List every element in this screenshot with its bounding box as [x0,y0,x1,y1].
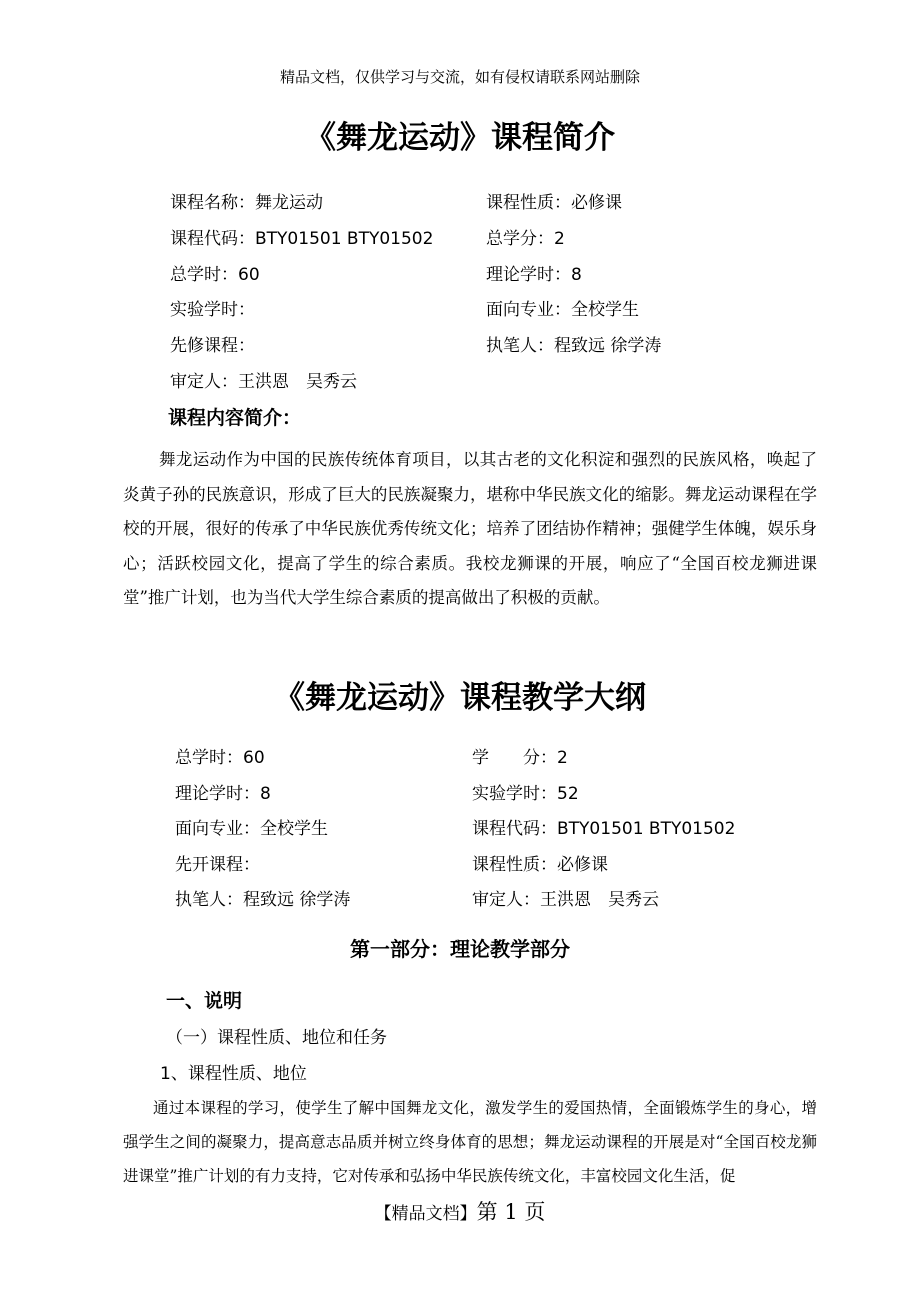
intro-content-label: 课程内容简介： [168,407,302,429]
header-note: 精品文档，仅供学习与交流，如有侵权请联系网站删除 [279,68,640,86]
intro-field-name: 课程名称：舞龙运动 [170,193,323,213]
intro-field-code: 课程代码：BTY01501 BTY01502 [170,229,434,249]
syllabus-field-author: 执笔人：程致远 徐学涛 [175,890,351,910]
intro-field-author: 执笔人：程致远 徐学涛 [486,336,662,356]
syllabus-field-theory-hours: 理论学时：8 [175,784,271,804]
intro-field-credits: 总学分：2 [486,229,565,249]
syllabus-title: 《舞龙运动》课程教学大纲 [274,680,646,716]
item-heading-1: 1、课程性质、地位 [160,1064,307,1084]
syllabus-field-hours: 总学时：60 [175,748,265,768]
section-heading-1: 一、说明 [166,990,243,1012]
syllabus-field-reviewer: 审定人：王洪恩 吴秀云 [472,890,659,910]
intro-content-paragraph: 舞龙运动作为中国的民族传统体育项目，以其古老的文化积淀和强烈的民族风格，唤起了炎黄子孙的民族意识，形成了巨大的民族凝聚力，堪称中华民族文化的缩影。舞龙运动课程在学校的开展，很好的传承了中华民族优秀传统文化；培养了团结协作精神；强健学生体魄，娱乐身心；活跃校园文化，提高了学生的综合素质。我校龙狮课的开展，响应了“全国百校龙狮进课堂”推广计划，也为当代大学生综合素质的提高做出了积极的贡献。 [123,450,817,607]
intro-field-reviewer: 审定人：王洪恩 吴秀云 [170,372,357,392]
syllabus-field-code: 课程代码：BTY01501 BTY01502 [472,819,736,839]
page-number: 第 1 页 [476,1200,546,1224]
part-title: 第一部分：理论教学部分 [350,937,570,961]
page-footer [0,1196,920,1226]
intro-field-major: 面向专业：全校学生 [486,300,639,320]
item-1-paragraph: 通过本课程的学习，使学生了解中国舞龙文化，激发学生的爱国热情，全面锻炼学生的身心，增强学生之间的凝聚力，提高意志品质并树立终身体育的思想；舞龙运动课程的开展是对“全国百校龙狮进课堂”推广计划的有力支持，它对传承和弘扬中华民族传统文化，丰富校园文化生活，促 [123,1099,817,1185]
syllabus-field-lab-hours: 实验学时：52 [472,784,579,804]
intro-title: 《舞龙运动》课程简介 [305,120,615,156]
syllabus-field-major: 面向专业：全校学生 [175,819,328,839]
intro-field-theory-hours: 理论学时：8 [486,265,582,285]
subsection-heading-1: （一）课程性质、地位和任务 [166,1028,387,1048]
intro-field-nature: 课程性质：必修课 [486,193,622,213]
footer-tag: 【精品文档】 [374,1204,477,1224]
intro-field-prereq: 先修课程： [170,336,255,356]
syllabus-field-nature: 课程性质：必修课 [472,855,608,875]
syllabus-field-prereq: 先开课程： [175,855,260,875]
intro-field-hours: 总学时：60 [170,265,260,285]
intro-field-lab-hours: 实验学时： [170,300,255,320]
syllabus-field-credits: 学 分：2 [472,748,568,768]
